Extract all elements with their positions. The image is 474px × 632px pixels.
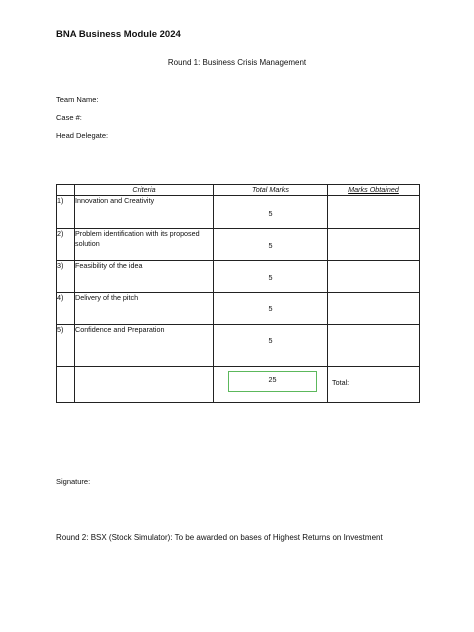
row-number: 1) (57, 196, 75, 229)
head-delegate-label: Head Delegate: (56, 131, 109, 140)
total-row-criteria (75, 367, 214, 403)
row-total-marks (214, 293, 328, 325)
table-row (57, 196, 420, 229)
row-criteria: Confidence and Preparation (75, 325, 214, 367)
row-criteria: Problem identification with its proposed solution (75, 229, 214, 261)
team-name-label: Team Name: (56, 95, 99, 104)
total-marks-box[interactable]: 25 (228, 371, 317, 392)
total-label: Total: (332, 378, 350, 387)
round2-note: Round 2: BSX (Stock Simulator): To be awarded on bases of Highest Returns on Investment (56, 533, 383, 542)
row-marks-obtained[interactable] (328, 293, 420, 325)
row-number: 4) (57, 293, 75, 325)
row-number: 3) (57, 261, 75, 293)
total-marks-cell (214, 367, 328, 403)
table-row (57, 293, 420, 325)
row-marks-obtained[interactable] (328, 196, 420, 229)
row-total-value: 5 (268, 209, 273, 218)
total-obtained-cell[interactable] (328, 367, 420, 403)
row-total-marks (214, 325, 328, 367)
row-criteria: Innovation and Creativity (75, 196, 214, 229)
row-total-value: 5 (268, 336, 273, 345)
row-criteria: Delivery of the pitch (75, 293, 214, 325)
row-total-marks (214, 261, 328, 293)
row-marks-obtained[interactable] (328, 229, 420, 261)
total-row-number (57, 367, 75, 403)
marks-table (56, 184, 420, 403)
row-marks-obtained[interactable] (328, 261, 420, 293)
row-total-value: 5 (268, 304, 273, 313)
table-total-row (57, 367, 420, 403)
row-criteria: Feasibility of the idea (75, 261, 214, 293)
header-criteria: Criteria (75, 185, 214, 196)
row-total-marks (214, 196, 328, 229)
header-total-marks: Total Marks (214, 185, 328, 196)
round-subtitle: Round 1: Business Crisis Management (167, 58, 307, 67)
row-total-value: 5 (268, 241, 273, 250)
header-number (57, 185, 75, 196)
row-total-marks (214, 229, 328, 261)
row-total-value: 5 (268, 273, 273, 282)
case-label: Case #: (56, 113, 82, 122)
row-number: 2) (57, 229, 75, 261)
table-row (57, 325, 420, 367)
table-row (57, 229, 420, 261)
table-row (57, 261, 420, 293)
signature-label: Signature: (56, 477, 91, 486)
row-number: 5) (57, 325, 75, 367)
row-marks-obtained[interactable] (328, 325, 420, 367)
table-header-row (57, 185, 420, 196)
header-marks-obtained: Marks Obtained (328, 185, 420, 196)
document-title: BNA Business Module 2024 (56, 29, 181, 40)
